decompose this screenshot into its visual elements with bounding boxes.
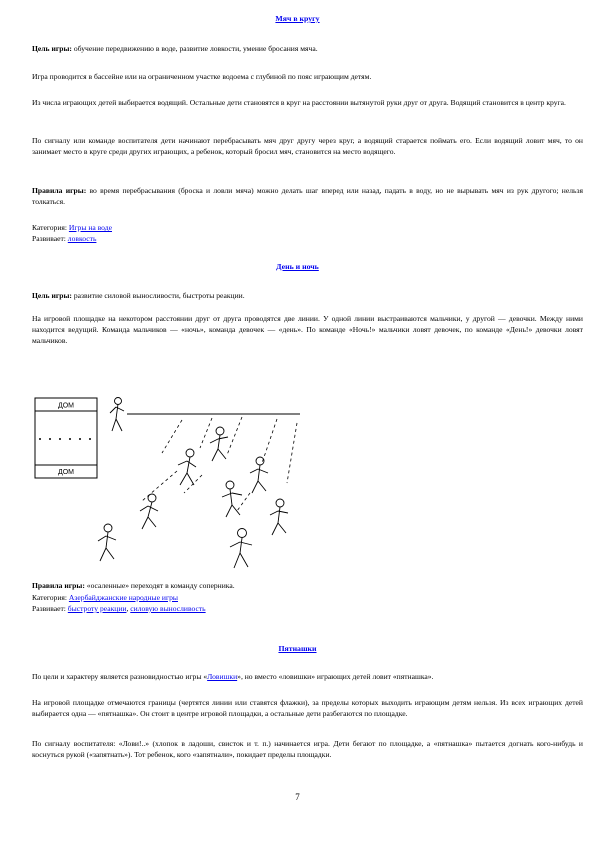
paragraph: На игровой площадке на некотором расстоянии друг от друга проводятся две линии. У одной линии выстраиваются мальчики, у другой — девочки. Между ними находится ведущий. Команда мальчиков — «ночь», команда девочек — «день». По команде «Ночь!» мальчики ловят девочек, по команде «День!» девочки ловят мальчиков. — [32, 314, 583, 345]
house-label-bottom: ДОМ — [57, 469, 75, 476]
category-link[interactable]: Игры на воде — [68, 223, 112, 232]
category-label: Категория: — [32, 593, 69, 602]
goal-label: Цель игры: — [32, 44, 72, 53]
goal-text: развитие силовой выносливости, быстроты реакции. — [71, 291, 245, 300]
category-line — [32, 592, 583, 614]
section-title-ball-in-circle — [0, 14, 595, 23]
category-link[interactable]: Азербайджанские народные игры — [68, 593, 178, 602]
page-number: 7 — [295, 792, 300, 802]
paragraph: На игровой площадке отмечаются границы (чертятся линии или ставятся флажки), за пределы которых выходить играющим детям нельзя. Из всех играющих детей выбирается одна — «пятнашка». Он стоит в центре игровой площадки, а остальные дети разбегаются по площадке. — [32, 698, 583, 718]
title-link[interactable]: День и ночь — [276, 262, 319, 271]
paragraph: По сигналу или команде воспитателя дети начинают перебрасывать мяч друг другу через круг, а водящий старается поймать его. Если водящий ловит мяч, то он занимает место в круге среди других играющих, а ребенок, который бросил мяч, становится на место водящего. — [32, 136, 583, 156]
develops-link[interactable]: ловкость — [67, 234, 97, 243]
paragraph-text: », но вместо «ловишки» играющих детей ловит «пятнашка». — [237, 672, 434, 681]
develops-link-reaction[interactable]: быстроту реакции — [67, 604, 127, 613]
paragraph — [32, 671, 583, 682]
separator: , — [126, 604, 131, 613]
rules-paragraph — [32, 580, 583, 591]
game-illustration — [32, 393, 302, 575]
section-title-day-and-night — [0, 262, 595, 271]
develops-label: Развивает: — [32, 604, 68, 613]
goal-paragraph — [32, 290, 583, 301]
rules-label: Правила игры: — [32, 581, 85, 590]
title-link[interactable]: Мяч в кругу — [275, 14, 320, 23]
paragraph: Из числа играющих детей выбирается водящий. Остальные дети становятся в круг на расстоянии вытянутой руки друг от друга. Водящий становится в центр круга. — [32, 98, 566, 107]
house-label-top: ДОМ — [57, 402, 75, 410]
develops-label: Развивает: — [32, 234, 68, 243]
category-label: Категория: — [32, 223, 69, 232]
paragraph-text: По цели и характеру является разновидностью игры « — [32, 672, 208, 681]
lovishki-link[interactable]: Ловишки — [207, 672, 238, 681]
rules-text: «осаленные» переходят в команду соперника. — [84, 581, 235, 590]
section-title-tag — [0, 644, 595, 653]
paragraph: Игра проводится в бассейне или на ограниченном участке водоема с глубиной по пояс играющим детям. — [32, 72, 372, 81]
develops-link-endurance[interactable]: силовую выносливость — [130, 604, 206, 613]
paragraph: По сигналу воспитателя: «Лови!..» (хлопок в ладоши, свисток и т. п.) начинается игра. Дети бегают по площадке, а «пятнашка» пытается догнать кого-нибудь и коснуться рукой («запятнать»). Тот ребенок, кого «запятнали», покидает пределы площадки. — [32, 739, 583, 759]
rules-label: Правила игры: — [32, 186, 87, 195]
goal-paragraph — [32, 43, 583, 54]
goal-label: Цель игры: — [32, 291, 72, 300]
goal-text: обучение передвижению в воде, развитие ловкости, умение бросания мяча. — [71, 44, 318, 53]
category-line — [32, 222, 583, 244]
rules-paragraph — [32, 185, 583, 207]
title-link[interactable]: Пятнашки — [278, 644, 317, 653]
rules-text: во время перебрасывания (броска и ловли мяча) можно делать шаг вперед или назад, падать в воду, но не вырывать мяч из рук другого; нельзя толкаться. — [32, 186, 583, 206]
children-figures — [98, 398, 288, 569]
